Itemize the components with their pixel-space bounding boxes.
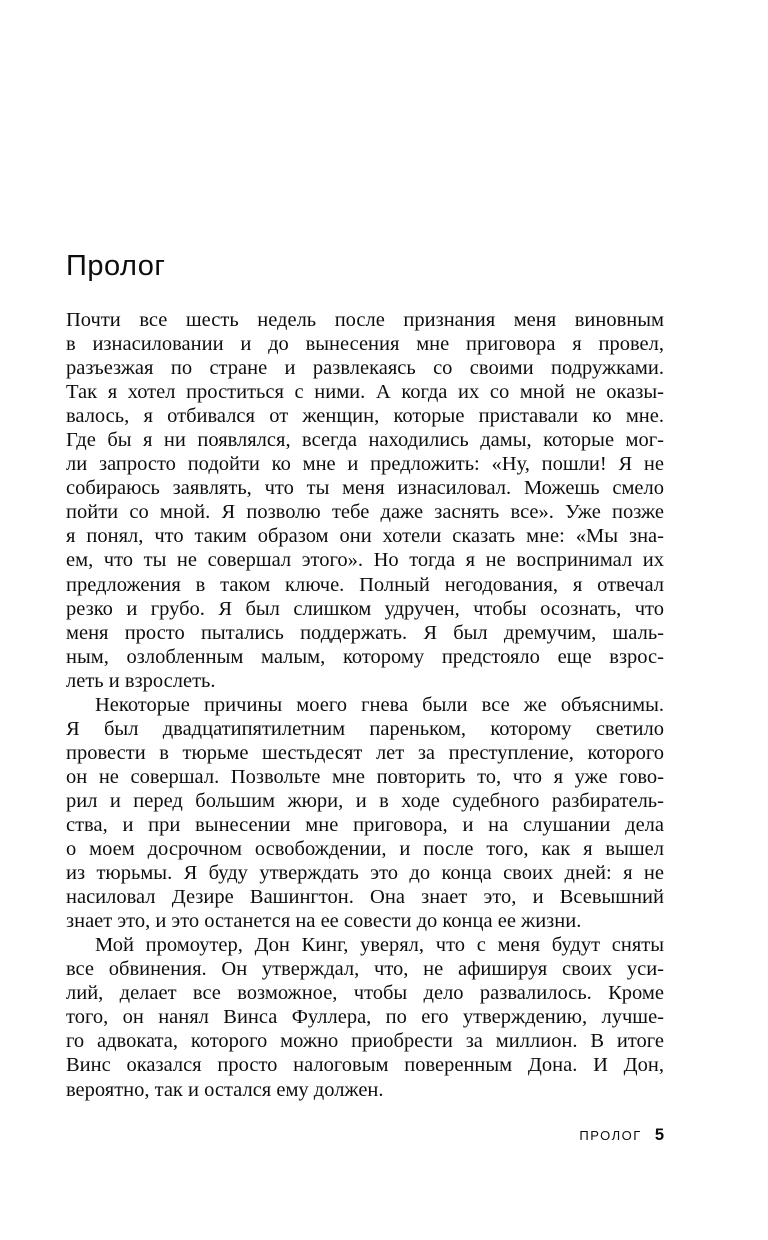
text-line: пойти со мной. Я позволю тебе даже заснять все». Уже позже [66, 501, 664, 524]
text-line: Винс оказался просто налоговым поверенным Дона. И Дон, [66, 1054, 664, 1077]
text-line: Почти все шесть недель после признания меня виновным [66, 309, 664, 331]
text-line: из тюрьмы. Я буду утверждать это до конца своих дней: я не [66, 862, 664, 885]
text-line: го адвоката, которого можно приобрести за миллион. В итоге [66, 1030, 664, 1053]
text-line: все обвинения. Он утверждал, что, не афишируя своих уси- [66, 958, 664, 981]
text-line: собираюсь заявлять, что ты меня изнасиловал. Можешь смело [66, 477, 664, 500]
text-line: вероятно, так и остался ему должен. [66, 1078, 384, 1101]
text-line: леть и взрослеть. [66, 669, 216, 692]
text-line: Некоторые причины моего гнева были все же объяснимы. [95, 693, 664, 716]
text-line: знает это, и это останется на ее совести до конца ее жизни. [66, 910, 582, 933]
text-line: того, он нанял Винса Фуллера, по его утверждению, лучше- [66, 1006, 664, 1029]
text-line: в изнасиловании и до вынесения мне приговора я провел, [66, 333, 664, 356]
text-line: Так я хотел проститься с ними. А когда их со мной не оказы- [66, 381, 664, 404]
text-line: ным, озлобленным малым, которому предстояло еще взрос- [66, 645, 664, 668]
text-line: ем, что ты не совершал этого». Но тогда я не воспринимал их [66, 549, 664, 572]
text-line: он не совершал. Позвольте мне повторить то, что я уже гово- [66, 765, 664, 788]
page-footer [66, 1126, 664, 1145]
page-number: 5 [654, 1126, 664, 1144]
body-text [66, 308, 664, 1102]
text-line: резко и грубо. Я был слишком удручен, чтобы осознать, что [66, 597, 664, 620]
text-line: рил и перед большим жюри, и в ходе судебного разбиратель- [66, 789, 664, 812]
text-line: предложения в таком ключе. Полный негодования, я отвечал [66, 573, 664, 596]
text-line: ства, и при вынесении мне приговора, и на слушании дела [66, 813, 664, 836]
running-head: ПРОЛОГ [579, 1128, 642, 1143]
text-line: Где бы я ни появлялся, всегда находились дамы, которые мог- [66, 429, 664, 452]
text-line: лий, делает все возможное, чтобы дело развалилось. Кроме [66, 982, 664, 1005]
text-line: ли запросто подойти ко мне и предложить: «Ну, пошли! Я не [66, 453, 664, 476]
text-line: я понял, что таким образом они хотели сказать мне: «Мы зна- [66, 525, 664, 548]
text-line: о моем досрочном освобождении, и после того, как я вышел [66, 838, 664, 861]
text-line: разъезжая по стране и развлекаясь со своими подружками. [66, 357, 664, 380]
text-line: меня просто пытались поддержать. Я был дремучим, шаль- [66, 621, 664, 644]
text-line: валось, я отбивался от женщин, которые приставали ко мне. [66, 405, 664, 428]
chapter-heading: Пролог [66, 250, 166, 282]
text-line: насиловал Дезире Вашингтон. Она знает это, и Всевышний [66, 886, 664, 909]
text-line: Я был двадцатипятилетним пареньком, которому светило [66, 717, 664, 740]
text-line: провести в тюрьме шестьдесят лет за преступление, которого [66, 741, 664, 764]
text-line: Мой промоутер, Дон Кинг, уверял, что с меня будут сняты [95, 934, 664, 957]
